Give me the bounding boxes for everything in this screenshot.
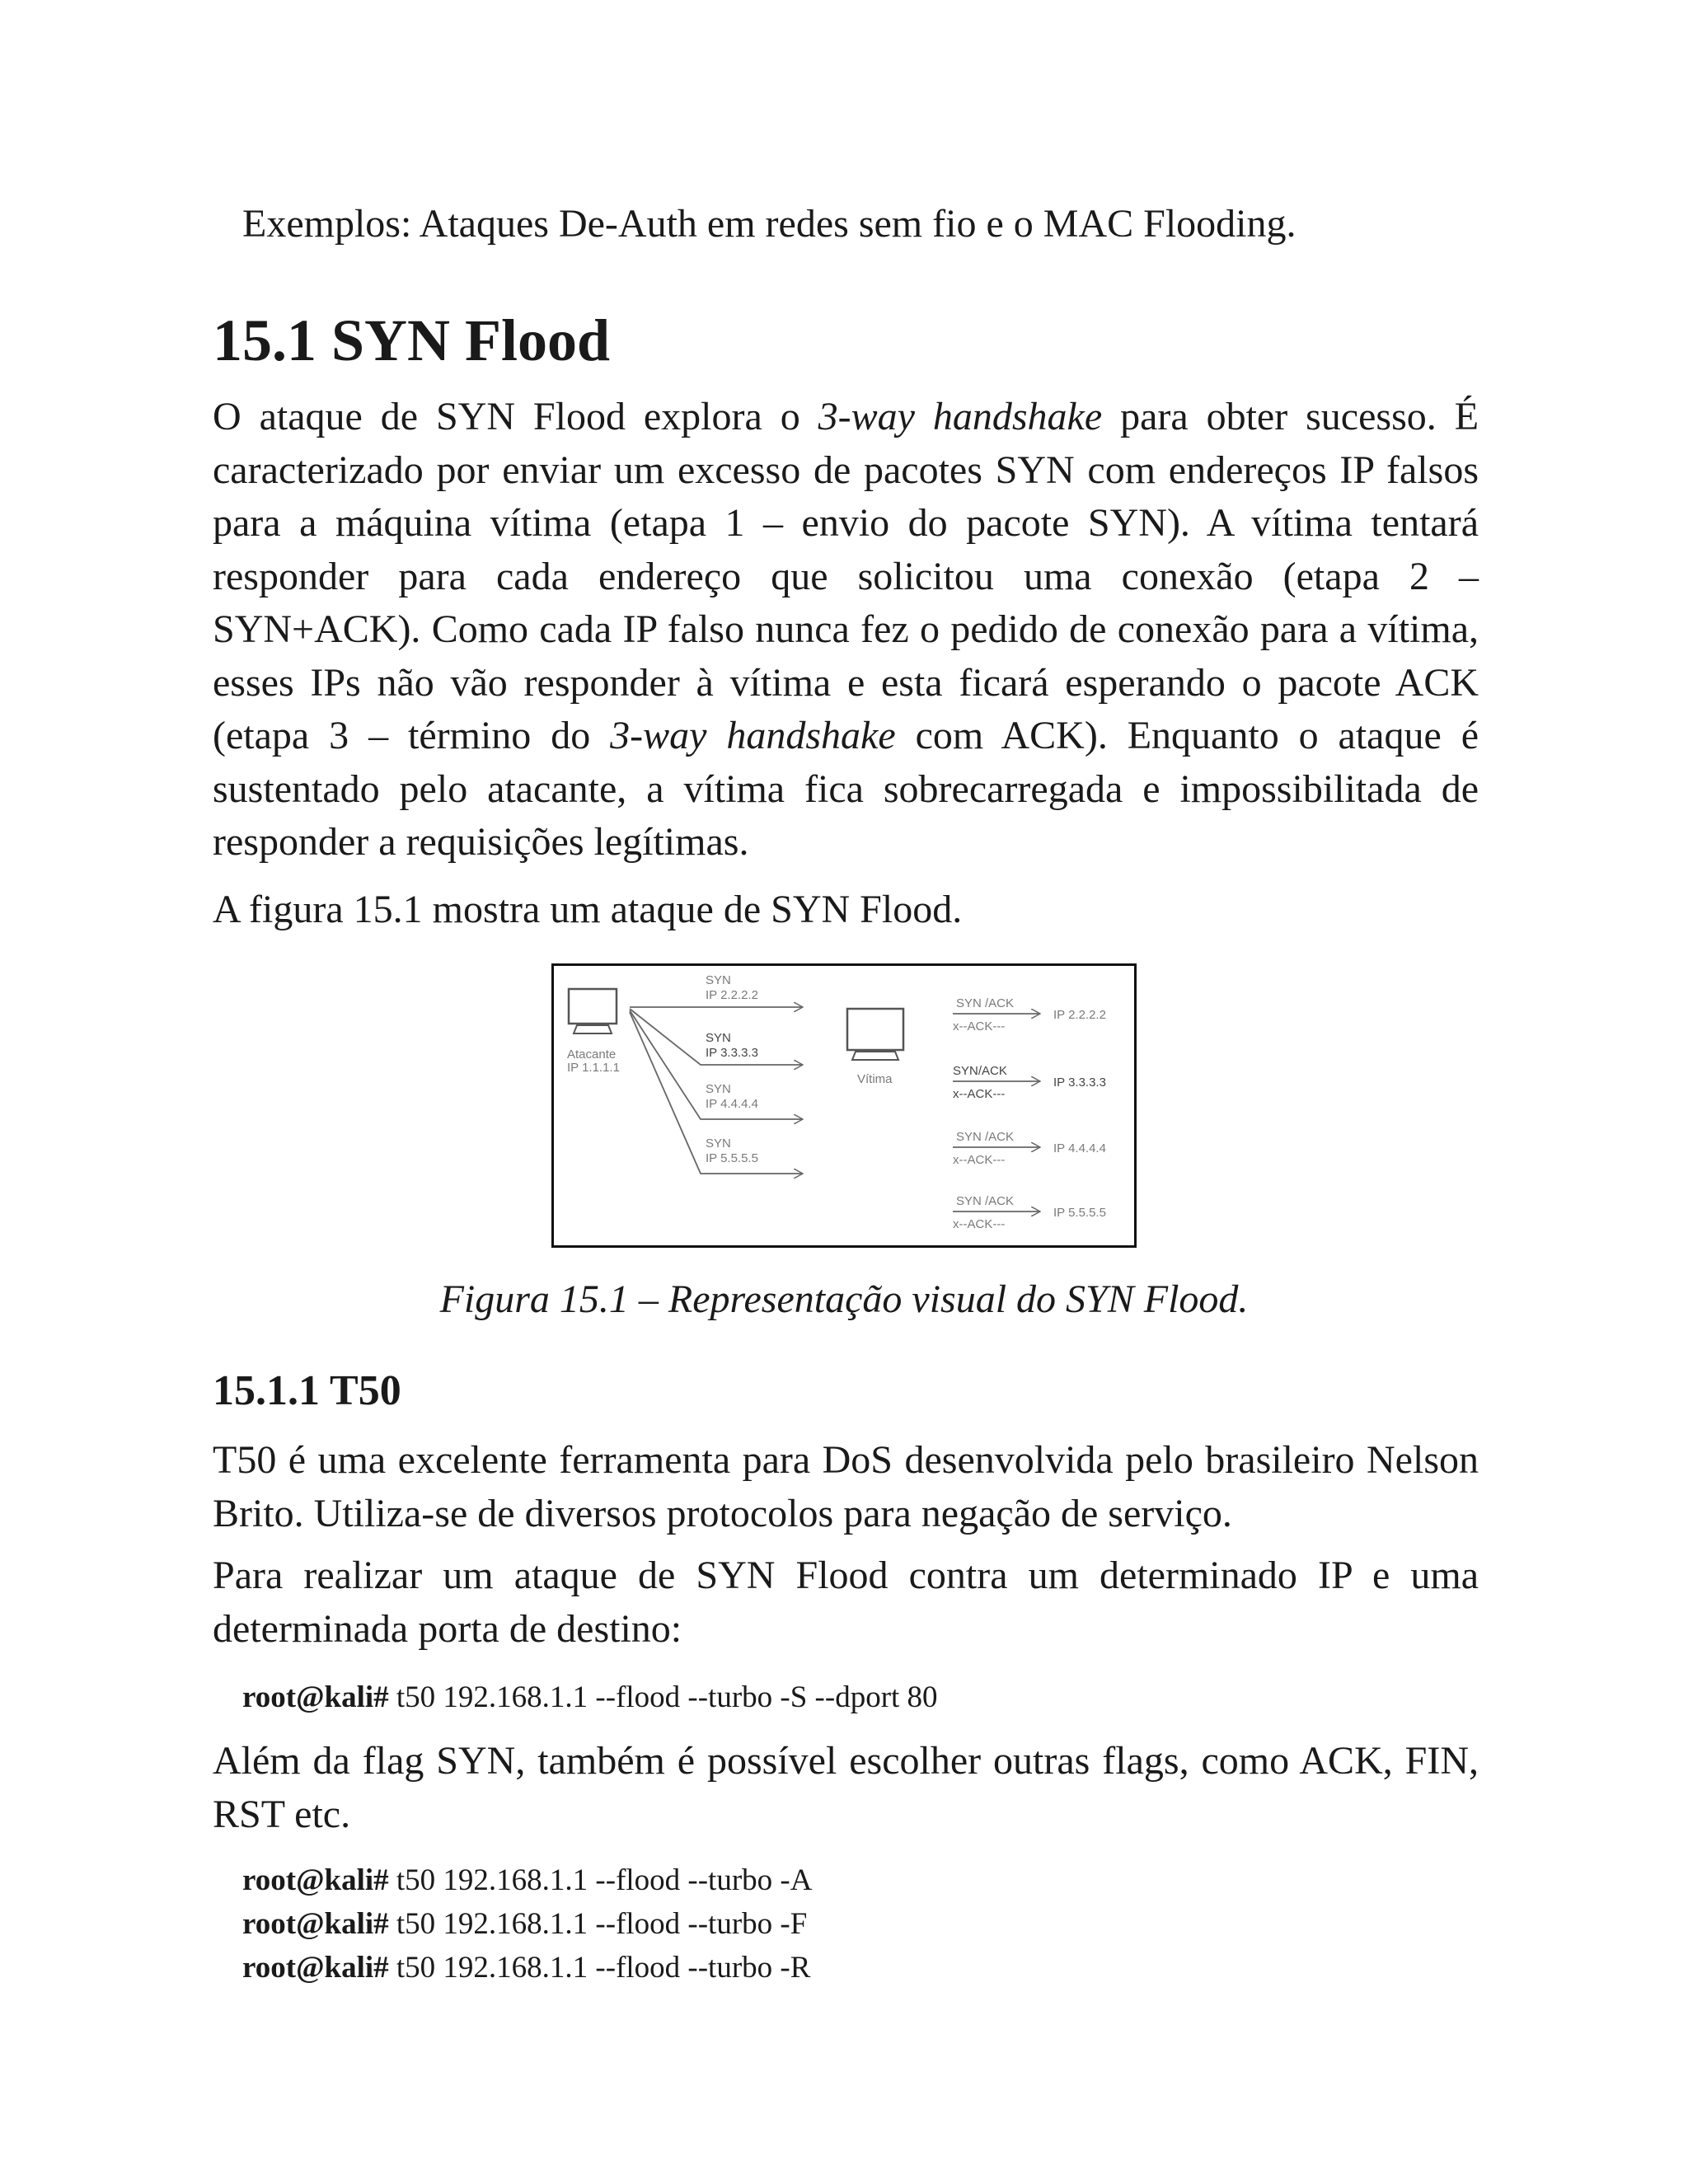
victim-label: Vítima [857, 1072, 893, 1086]
shell-prompt: root@kali# [242, 1951, 389, 1985]
syn-flood-usage-paragraph: Para realizar um ataque de SYN Flood contra um determinado IP e uma determinada porta de destino: [213, 1554, 1479, 1651]
synack-arrows [953, 1014, 1040, 1212]
syn-label: SYN [706, 1082, 731, 1096]
command-line [242, 1675, 938, 1720]
shell-prompt: root@kali# [242, 1907, 389, 1941]
command-line [242, 1858, 812, 1903]
shell-prompt: root@kali# [242, 1863, 389, 1897]
syn-label: SYN [706, 1031, 731, 1045]
command-text: t50 192.168.1.1 --flood --turbo -S --dport 80 [396, 1680, 938, 1714]
syn-ip-label: IP 3.3.3.3 [706, 1046, 758, 1060]
synack-label: SYN /ACK [956, 996, 1015, 1010]
synack-label: SYN /ACK [956, 1194, 1015, 1208]
target-ip-label: IP 2.2.2.2 [1053, 1008, 1106, 1022]
ack-lost-label: x--ACK--- [953, 1217, 1006, 1231]
command-line [242, 1902, 807, 1947]
syn-ip-label: IP 5.5.5.5 [706, 1151, 758, 1165]
syn-label: SYN [706, 1137, 731, 1151]
attacker-label: Atacante [567, 1047, 617, 1062]
syn-flood-paragraph [213, 391, 1479, 869]
examples-line: Exemplos: Ataques De-Auth em redes sem fio e o MAC Flooding. [242, 202, 1296, 246]
ack-lost-label: x--ACK--- [953, 1153, 1006, 1167]
other-flags-paragraph: Além da flag SYN, também é possível escolher outras flags, como ACK, FIN, RST etc. [213, 1739, 1479, 1836]
emphasis-handshake: 3-way handshake [818, 395, 1103, 438]
paragraph-text: O ataque de SYN Flood explora o [213, 395, 818, 438]
syn-ip-label: IP 2.2.2.2 [706, 988, 758, 1002]
syn-flood-figure [551, 963, 1137, 1248]
command-line [242, 1946, 810, 1990]
figure-intro-paragraph: A figura 15.1 mostra um ataque de SYN Flood. [213, 888, 963, 931]
subsection-title: 15.1.1 T50 [213, 1367, 401, 1414]
attacker-ip-label: IP 1.1.1.1 [567, 1061, 620, 1075]
shell-prompt: root@kali# [242, 1680, 389, 1714]
command-text: t50 192.168.1.1 --flood --turbo -R [396, 1951, 811, 1985]
paragraph-text: com ACK). Enquanto o ataque é sustentado pelo atacante, a vítima fica sobrecarregada e impossibilitada de responder a requisições legítimas. [213, 714, 1479, 864]
synack-label: SYN /ACK [956, 1130, 1015, 1144]
syn-label: SYN [706, 973, 731, 987]
command-text: t50 192.168.1.1 --flood --turbo -F [396, 1907, 808, 1941]
section-title: 15.1 SYN Flood [213, 307, 611, 373]
syn-ip-label: IP 4.4.4.4 [706, 1097, 758, 1111]
synack-label: SYN/ACK [953, 1064, 1007, 1078]
attacker-computer-icon [569, 989, 617, 1033]
victim-computer-icon [847, 1009, 903, 1060]
command-text: t50 192.168.1.1 --flood --turbo -A [396, 1863, 813, 1897]
paragraph-text: para obter sucesso. É caracterizado por enviar um excesso de pacotes SYN com endereços IP falsos para a máquina vítima (etapa 1 – envio do pacote SYN). A vítima tentará responder para cada endereço que solicitou uma conexão (etapa 2 – SYN+ACK). Como cada IP falso nunca fez o pedido de conexão para a vítima, esses IPs não vão responder à vítima e esta ficará esperando o pacote ACK (etapa 3 – término do [213, 395, 1479, 757]
syn-flood-diagram [554, 966, 1134, 1245]
ack-lost-label: x--ACK--- [953, 1019, 1006, 1033]
target-ip-label: IP 3.3.3.3 [1053, 1076, 1106, 1090]
t50-description-paragraph: T50 é uma excelente ferramenta para DoS desenvolvida pelo brasileiro Nelson Brito. Utiliza-se de diversos protocolos para negação de serviço. [213, 1438, 1479, 1535]
ack-lost-label: x--ACK--- [953, 1087, 1006, 1101]
target-ip-label: IP 4.4.4.4 [1053, 1141, 1106, 1155]
target-ip-label: IP 5.5.5.5 [1053, 1206, 1106, 1220]
emphasis-handshake: 3-way handshake [610, 714, 896, 757]
figure-caption: Figura 15.1 – Representação visual do SYN Flood. [439, 1277, 1249, 1321]
